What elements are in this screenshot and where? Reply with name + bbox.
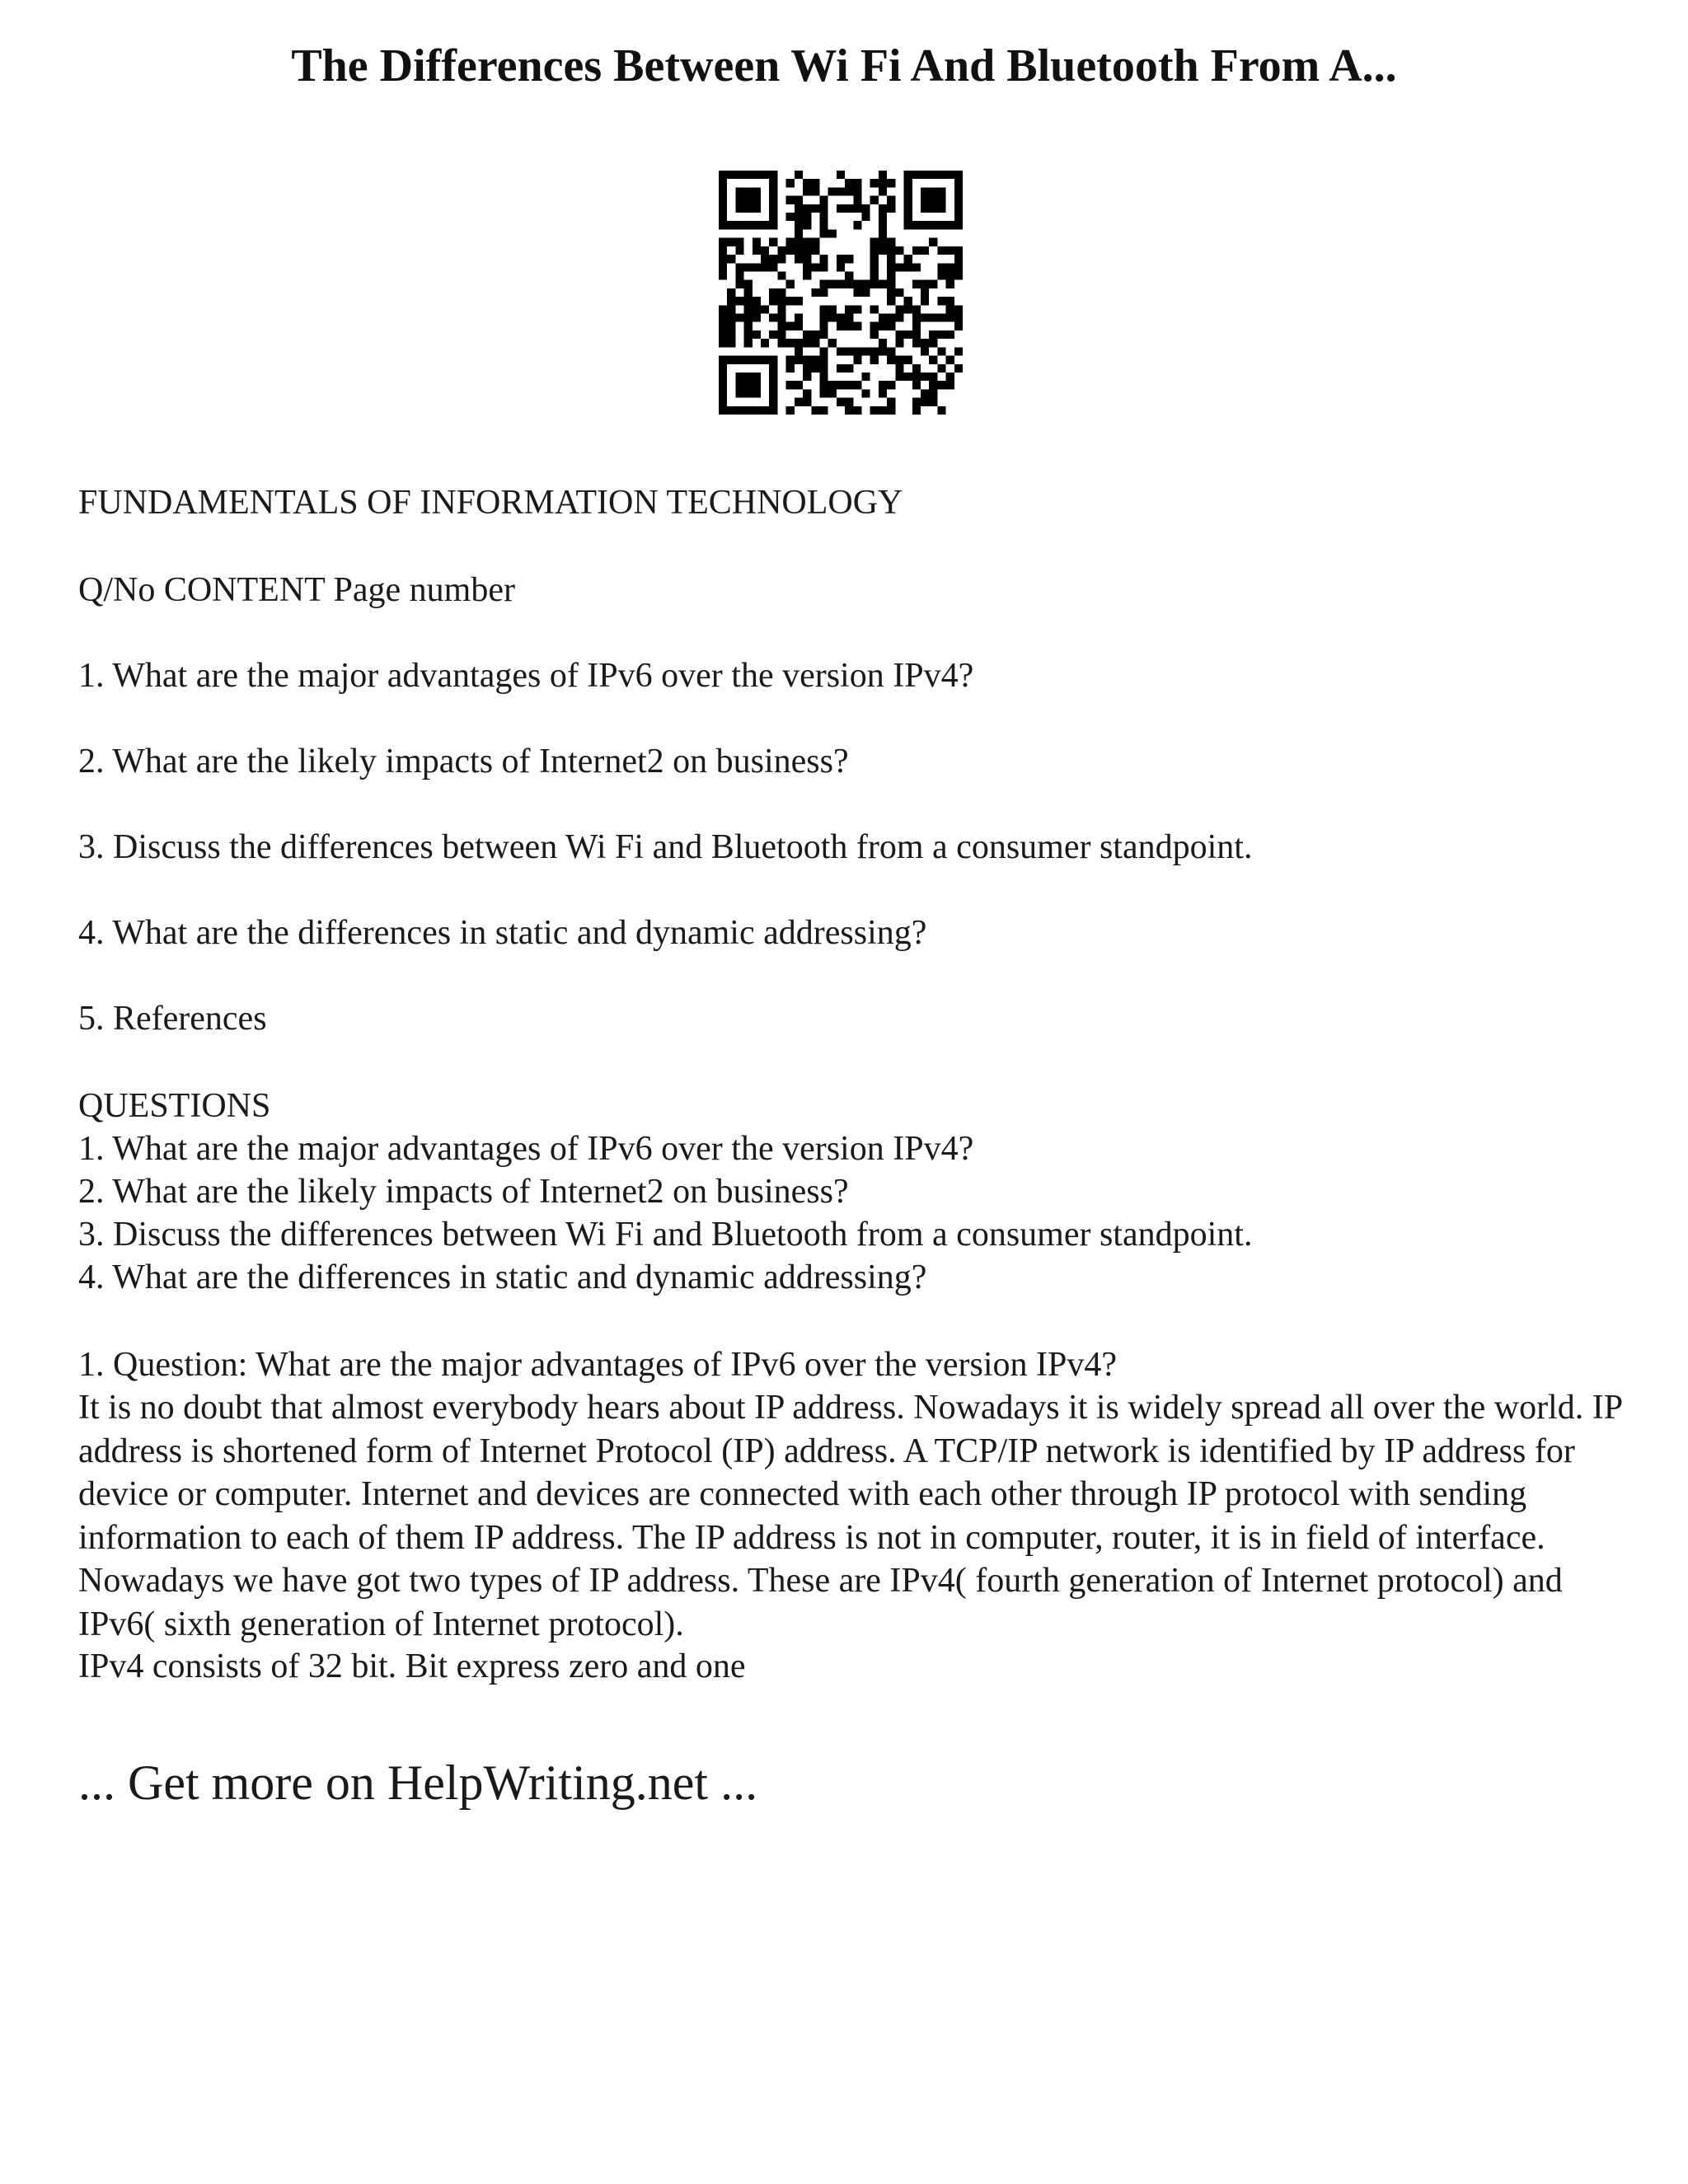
question-item-4: 4. What are the differences in static and dynamic addressing? (78, 1258, 927, 1296)
questions-heading: QUESTIONS (78, 1087, 271, 1125)
answer-body: It is no doubt that almost everybody hears about IP address. Nowadays it is widely spread all over the world. IP address is shortened form of Internet Protocol (IP) address. A TCP/IP network is identified by IP address for device or computer. Internet and devices are connected with each other through IP protocol with sending information to each of them IP address. The IP address is not in computer, router, it is in field of interface. Nowadays we have got two types of IP address. These are IPv4( fourth generation of Internet protocol) and IPv6( sixth generation of Internet protocol). (78, 1389, 1622, 1643)
document-heading: FUNDAMENTALS OF INFORMATION TECHNOLOGY (78, 484, 903, 522)
toc-item-4: 4. What are the differences in static and dynamic addressing? (78, 914, 927, 952)
page-title: The Differences Between Wi Fi And Bluetooth From A... (291, 40, 1397, 91)
question-item-3: 3. Discuss the differences between Wi Fi and Bluetooth from a consumer standpoint. (78, 1216, 1253, 1254)
toc-item-2: 2. What are the likely impacts of Internet2 on business? (78, 743, 849, 780)
answer-question: 1. Question: What are the major advantages of IPv6 over the version IPv4? (78, 1346, 1118, 1384)
toc-item-1: 1. What are the major advantages of IPv6 over the version IPv4? (78, 657, 974, 695)
qr-code-icon[interactable] (719, 171, 963, 415)
question-item-2: 2. What are the likely impacts of Internet2 on business? (78, 1173, 849, 1211)
answer-tail: IPv4 consists of 32 bit. Bit express zero and one (78, 1647, 746, 1685)
question-item-1: 1. What are the major advantages of IPv6 over the version IPv4? (78, 1130, 974, 1168)
get-more-link[interactable]: ... Get more on HelpWriting.net ... (78, 1755, 758, 1810)
toc-header: Q/No CONTENT Page number (78, 571, 515, 609)
toc-item-3: 3. Discuss the differences between Wi Fi and Bluetooth from a consumer standpoint. (78, 828, 1253, 866)
toc-item-5: 5. References (78, 1000, 267, 1038)
